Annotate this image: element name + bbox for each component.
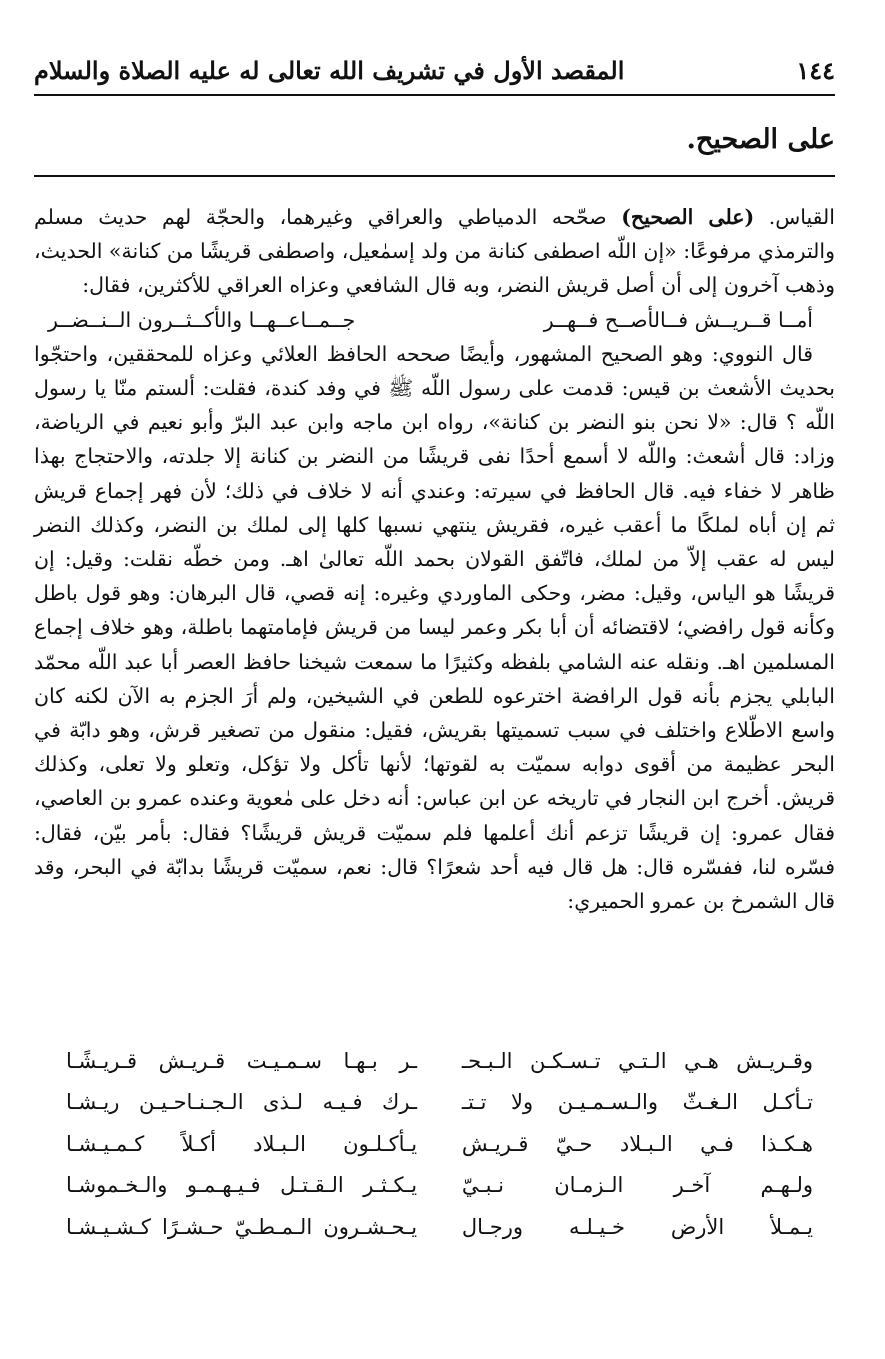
poem-first-hemistich: وقـريـش هـي الـتـي تـسـكـن الـبـحـ: [461, 1048, 813, 1073]
paragraph-text: صحّحه الدمياطي والعراقي وغيرهما، والحجّة لهم حديث مسلم والترمذي مرفوعًا: «إن اللّه اصطفى كنانة من ولد إسمٰعيل، واصطفى قريشًا من كنانة» الحديث، وذهب آخرون إلى أن أصل قريش النضر، وبه قال الشافعي وعزاه العراقي للأكثرين، فقال:: [34, 205, 835, 298]
verse-first-half: أمــا قــريــش فــالأصــح فــهــر: [543, 307, 813, 332]
page-number: ١٤٤: [796, 55, 835, 85]
poem-second-hemistich: يـأكـلـون الـبـلاد أكـلاً كـمـيـشـا: [66, 1131, 418, 1156]
commentary-paragraph: [34, 200, 835, 303]
commentary-paragraph: قال النووي: وهو الصحيح المشهور، وأيضًا صححه الحافظ العلائي وعزاه للمحققين، واحتجّوا بحديث الأشعث بن قيس: قدمت على رسول اللّه ﷺ في وفد كندة، فقلت: ألستم منّا يا رسول اللّه ؟ قال: «لا نحن بنو النضر بن كنانة»، رواه ابن ماجه وابن عبد البرّ وأبو نعيم في الرياضة، وزاد: قال أشعث: واللّه لا أسمع أحدًا نفى قريشًا من النضر بن كنانة إلا جلدته، والاحتجاج بهذا ظاهر لا خفاء فيه. قال الحافظ في سيرته: وعندي أنه لا خلاف في ذلك؛ لأن فهر إجماع قريش ثم إن أباه لملكًا ما أعقب غيره، فقريش ينتهي نسبها كلها إلى لملك بن النضر، وكذلك النضر ليس له عقب إلاّ من لملك، فاتّفق القولان بحمد اللّه تعالىٰ اهـ. ومن خطّه نقلت: وقيل: إن قريشًا هو الياس، وقيل: مضر، وحكى الماوردي وغيره: إنه قصي، قال البرهان: وهو قول باطل وكأنه قول رافضي؛ لاقتضائه أن أبا بكر وعمر ليسا من قريش فإمامتهما باطلة، وهو خلاف إجماع المسلمين اهـ. ونقله عنه الشامي بلفظه وكثيرًا ما سمعت شيخنا حافظ العصر أبا عبد اللّه محمّد البابلي يجزم بأنه قول الرافضة اخترعوه للطعن في الشيخين، ولم أرَ الجزم به الآن لكنه كان واسع الاطّلاع واختلف في سبب تسميتها بقريش، فقيل: منقول من تصغير قرش، وهو دابّة في البحر عظيمة من أقوى دوابه سميّت به لقوتها؛ لأنها تأكل ولا تؤكل، وتعلو ولا تعلى، وكذلك قريش. أخرج ابن النجار في تاريخه عن ابن عباس: أنه دخل على مٰعوية وعنده عمرو بن العاصي، فقال عمرو: إن قريشًا تزعم أنك أعلمها فلم سميّت قريش قريشًا؟ فقال: بأمر بيّن، فقال: فسّره لنا، ففسّره قال: هل قال فيه أحد شعرًا؟ قال: نعم، سميّت قريشًا بدابّة في البحر، وقد قال الشمرخ بن عمرو الحميري:: [34, 341, 835, 914]
embedded-verse: [48, 303, 813, 337]
poem-first-hemistich: تـأكـل الـغـثّ والـسـمـيـن ولا تـتـ: [461, 1090, 813, 1115]
poem-first-hemistich: ولـهـم آخـر الـزمـان نـبـيّ: [461, 1173, 813, 1198]
poem-first-hemistich: يـمـلأ الأرض خـيـلـه ورجـال: [461, 1214, 813, 1239]
poem-row: [66, 1206, 813, 1248]
page-header: [34, 48, 835, 92]
matn-divider: [34, 175, 835, 177]
poem-row: [66, 1040, 813, 1082]
verse-second-half: جــمــاعــهــا والأكــثــرون الــنــضــر: [48, 307, 356, 332]
opening-word: القياس.: [768, 205, 835, 229]
poem-second-hemistich: ـرك فـيـه لـذى الـجـنـاحـيـن ريـشـا: [66, 1090, 418, 1115]
poem: [66, 1040, 813, 1248]
poem-second-hemistich: يـحـشـرون الـمـطـيّ حـشـرًا كـشـيـشـا: [66, 1214, 418, 1239]
running-title: المقصد الأول في تشريف الله تعالى له عليه الصلاة والسلام: [34, 55, 625, 85]
header-divider: [34, 94, 835, 96]
poem-second-hemistich: ـر بـهـا سـمـيـت قـريـش قـريـشًـا: [66, 1048, 418, 1073]
poem-row: [66, 1082, 813, 1124]
matn-text: على الصحيح.: [686, 124, 835, 155]
poem-row: [66, 1123, 813, 1165]
poem-row: [66, 1165, 813, 1207]
lemma-term: (على الصحيح): [621, 205, 755, 229]
poem-second-hemistich: يـكـثـر الـقـتـل فـيـهـمـو والـخـموشـا: [66, 1173, 418, 1198]
poem-first-hemistich: هـكـذا فـي الـبـلاد حـيّ قـريـش: [461, 1131, 813, 1156]
commentary-body: [34, 200, 835, 918]
